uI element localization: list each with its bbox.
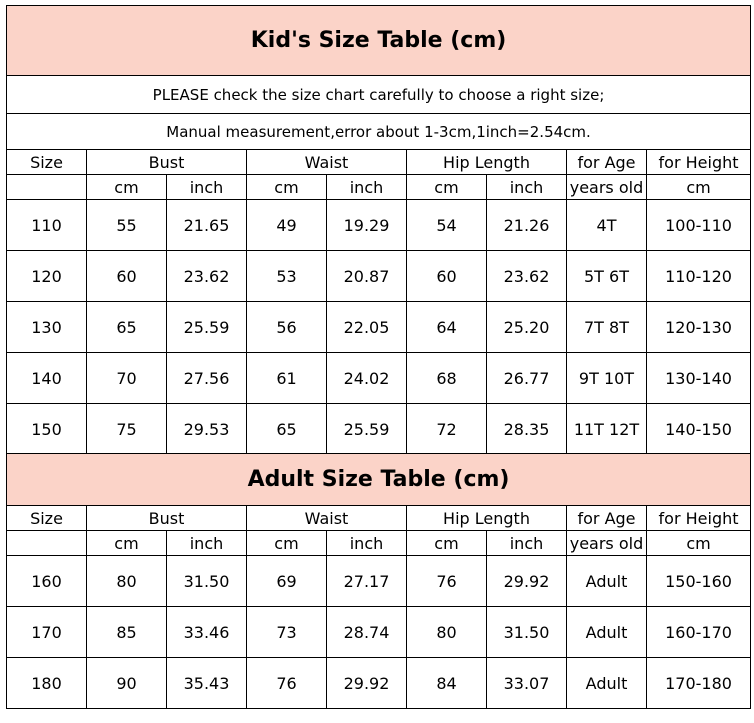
- subheader-cell: cm: [247, 175, 327, 200]
- subheader-cell: cm: [87, 175, 167, 200]
- table-cell: 84: [407, 658, 487, 709]
- table-cell: 22.05: [327, 302, 407, 353]
- table-cell: 110: [7, 200, 87, 251]
- table-cell: 9T 10T: [567, 353, 647, 404]
- table-cell: 49: [247, 200, 327, 251]
- table-cell: 24.02: [327, 353, 407, 404]
- table-cell: 76: [407, 556, 487, 607]
- header-for-height: for Height: [647, 150, 751, 175]
- table-cell: 68: [407, 353, 487, 404]
- header-size: Size: [7, 506, 87, 531]
- table-cell: 64: [407, 302, 487, 353]
- table-cell: 130: [7, 302, 87, 353]
- size-check-notice: PLEASE check the size chart carefully to choose a right size;: [7, 76, 751, 114]
- header-bust: Bust: [87, 506, 247, 531]
- table-row: [7, 658, 751, 709]
- table-cell: 170-180: [647, 658, 751, 709]
- header-for-height: for Height: [647, 506, 751, 531]
- table-cell: 26.77: [487, 353, 567, 404]
- table-cell: 70: [87, 353, 167, 404]
- table-cell: 140-150: [647, 404, 751, 455]
- table-cell: 23.62: [487, 251, 567, 302]
- header-hip-length: Hip Length: [407, 506, 567, 531]
- table-cell: Adult: [567, 607, 647, 658]
- table-cell: 28.74: [327, 607, 407, 658]
- table-cell: 25.59: [167, 302, 247, 353]
- table-cell: Adult: [567, 556, 647, 607]
- table-cell: 73: [247, 607, 327, 658]
- table-cell: 5T 6T: [567, 251, 647, 302]
- table-cell: 25.59: [327, 404, 407, 455]
- subheader-cell: cm: [87, 531, 167, 556]
- table-cell: 53: [247, 251, 327, 302]
- table-cell: 4T: [567, 200, 647, 251]
- subheader-cell: cm: [407, 175, 487, 200]
- table-row: [7, 556, 751, 607]
- header-size: Size: [7, 150, 87, 175]
- table-row: [7, 251, 751, 302]
- subheader-cell: inch: [327, 531, 407, 556]
- table-cell: 160: [7, 556, 87, 607]
- table-cell: 27.17: [327, 556, 407, 607]
- table-cell: 27.56: [167, 353, 247, 404]
- subheader-cell: cm: [247, 531, 327, 556]
- table-cell: 170: [7, 607, 87, 658]
- table-cell: 29.92: [487, 556, 567, 607]
- adult-size-table: [6, 453, 751, 709]
- table-cell: 120-130: [647, 302, 751, 353]
- table-cell: 60: [407, 251, 487, 302]
- table-cell: 60: [87, 251, 167, 302]
- subheader-cell: years old: [567, 531, 647, 556]
- table-cell: Adult: [567, 658, 647, 709]
- table-row: [7, 607, 751, 658]
- header-for-age: for Age: [567, 506, 647, 531]
- kids-table-body: [7, 200, 751, 455]
- subheader-cell: inch: [167, 531, 247, 556]
- table-cell: 160-170: [647, 607, 751, 658]
- subheader-cell: inch: [487, 531, 567, 556]
- table-cell: 20.87: [327, 251, 407, 302]
- table-cell: 33.46: [167, 607, 247, 658]
- measurement-error-notice: Manual measurement,error about 1-3cm,1inch=2.54cm.: [7, 114, 751, 150]
- subheader-cell: cm: [647, 531, 751, 556]
- adult-table-body: [7, 556, 751, 709]
- header-for-age: for Age: [567, 150, 647, 175]
- table-cell: 110-120: [647, 251, 751, 302]
- table-cell: 140: [7, 353, 87, 404]
- header-bust: Bust: [87, 150, 247, 175]
- table-row: [7, 353, 751, 404]
- subheader-cell: cm: [407, 531, 487, 556]
- table-cell: 130-140: [647, 353, 751, 404]
- table-cell: 29.92: [327, 658, 407, 709]
- table-cell: 90: [87, 658, 167, 709]
- table-cell: 75: [87, 404, 167, 455]
- subheader-cell: cm: [647, 175, 751, 200]
- subheader-cell: inch: [327, 175, 407, 200]
- table-cell: 35.43: [167, 658, 247, 709]
- table-cell: 76: [247, 658, 327, 709]
- table-cell: 150-160: [647, 556, 751, 607]
- table-cell: 65: [87, 302, 167, 353]
- table-cell: 7T 8T: [567, 302, 647, 353]
- table-cell: 29.53: [167, 404, 247, 455]
- subheader-cell: years old: [567, 175, 647, 200]
- table-cell: 55: [87, 200, 167, 251]
- table-cell: 23.62: [167, 251, 247, 302]
- table-cell: 100-110: [647, 200, 751, 251]
- table-cell: 33.07: [487, 658, 567, 709]
- table-row: [7, 404, 751, 455]
- table-cell: 11T 12T: [567, 404, 647, 455]
- table-cell: 72: [407, 404, 487, 455]
- table-cell: 28.35: [487, 404, 567, 455]
- table-cell: 31.50: [487, 607, 567, 658]
- subheader-cell: [7, 531, 87, 556]
- table-cell: 19.29: [327, 200, 407, 251]
- table-row: [7, 200, 751, 251]
- subheader-cell: inch: [487, 175, 567, 200]
- table-cell: 31.50: [167, 556, 247, 607]
- table-cell: 80: [407, 607, 487, 658]
- kids-table-title: Kid's Size Table (cm): [7, 6, 751, 76]
- header-waist: Waist: [247, 150, 407, 175]
- table-cell: 65: [247, 404, 327, 455]
- table-cell: 56: [247, 302, 327, 353]
- table-cell: 80: [87, 556, 167, 607]
- table-cell: 69: [247, 556, 327, 607]
- adult-table-title: Adult Size Table (cm): [7, 454, 751, 506]
- header-hip-length: Hip Length: [407, 150, 567, 175]
- table-cell: 54: [407, 200, 487, 251]
- header-waist: Waist: [247, 506, 407, 531]
- table-cell: 180: [7, 658, 87, 709]
- subheader-cell: inch: [167, 175, 247, 200]
- table-cell: 21.65: [167, 200, 247, 251]
- table-cell: 25.20: [487, 302, 567, 353]
- table-cell: 85: [87, 607, 167, 658]
- table-cell: 150: [7, 404, 87, 455]
- table-row: [7, 302, 751, 353]
- table-cell: 120: [7, 251, 87, 302]
- subheader-cell: [7, 175, 87, 200]
- table-cell: 61: [247, 353, 327, 404]
- kids-size-table: [6, 5, 751, 455]
- table-cell: 21.26: [487, 200, 567, 251]
